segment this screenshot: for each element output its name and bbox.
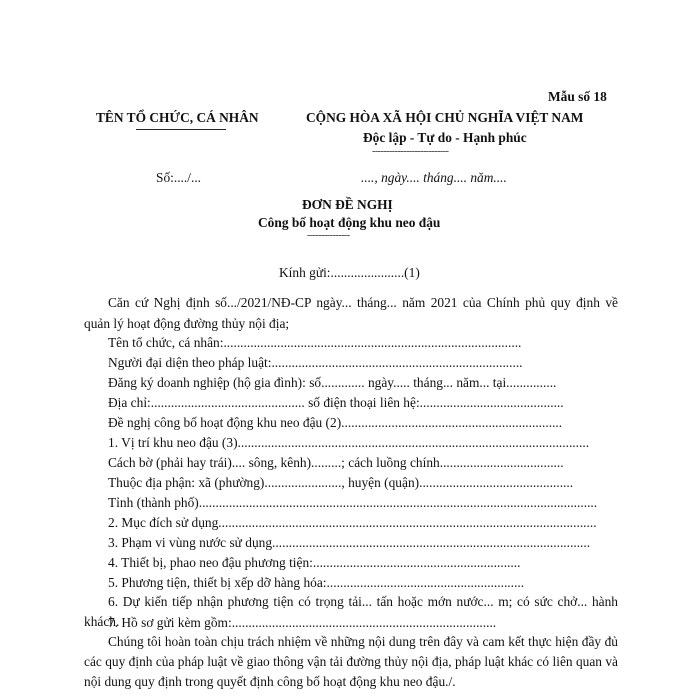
form-line-commune: Thuộc địa phận: xã (phường)......................., huyện (quận).............................................. <box>108 475 574 490</box>
form-line-province: Tỉnh (thành phố)....................................................................................................................... <box>108 495 598 510</box>
document-number: Số:..../... <box>156 170 202 185</box>
form-line-purpose: 2. Mục đích sử dụng................................................................................................................. <box>108 515 597 530</box>
motto-rule: --------------------------- <box>372 146 449 157</box>
form-line-registration: Đăng ký doanh nghiệp (hộ gia đình): số............. ngày..... tháng... năm... tại............... <box>108 375 557 390</box>
form-line-org-name: Tên tổ chức, cá nhân:......................................................................................... <box>108 335 522 350</box>
form-line-equipment: 4. Thiết bị, phao neo đậu phương tiện:.............................................................. <box>108 555 521 570</box>
form-line-address: Địa chỉ:.............................................. số điện thoại liên hệ:........................................... <box>108 395 564 410</box>
form-number: Mẫu số 18 <box>548 89 607 104</box>
form-line-attachments: 7. Hồ sơ gửi kèm gồm:............................................................................... <box>108 615 497 630</box>
commitment-text: Chúng tôi hoàn toàn chịu trách nhiệm về những nội dung trên đây và cam kết thực hiện đầy đủ các quy định của pháp luật về giao thông vận tải đường thủy nội địa, pháp luật khác có liên quan và nội dung quy định trong quyết định công bố hoạt động khu neo đậu./. <box>84 634 618 689</box>
document-subtitle: Công bố hoạt động khu neo đậu <box>258 215 441 230</box>
commitment-paragraph <box>84 632 618 692</box>
form-line-request: Đề nghị công bố hoạt động khu neo đậu (2).................................................................. <box>108 415 563 430</box>
recipient-line: Kính gửi:......................(1) <box>279 265 420 280</box>
basis-paragraph <box>84 292 618 334</box>
form-line-distance: Cách bờ (phải hay trái).... sông, kênh).........; cách luồng chính..................................... <box>108 455 564 470</box>
form-line-water-area: 3. Phạm vi vùng nước sử dụng............................................................................................... <box>108 535 591 550</box>
basis-text: Căn cứ Nghị định số.../2021/NĐ-CP ngày... tháng... năm 2021 của Chính phủ quy định về quản lý hoạt động đường thủy nội địa; <box>84 295 618 331</box>
form-line-representative: Người đại diện theo pháp luật:........................................................................... <box>108 355 523 370</box>
motto: Độc lập - Tự do - Hạnh phúc <box>363 130 527 145</box>
org-name: TÊN TỔ CHỨC, CÁ NHÂN <box>96 110 259 125</box>
item6-text: 6. Dự kiến tiếp nhận phương tiện có trọng tải... tấn hoặc mớn nước... m; có sức chở... hành khách. <box>84 594 618 629</box>
subtitle-rule: --------------- <box>307 230 350 241</box>
country-name: CỘNG HÒA XÃ HỘI CHỦ NGHĨA VIỆT NAM <box>306 110 584 125</box>
form-line-location: 1. Vị trí khu neo đậu (3)......................................................................................................... <box>108 435 590 450</box>
document-title: ĐƠN ĐỀ NGHỊ <box>302 197 393 212</box>
form-line-loading: 5. Phương tiện, thiết bị xếp dỡ hàng hóa:........................................................... <box>108 575 525 590</box>
org-name-underline <box>136 129 226 130</box>
date-line: ...., ngày.... tháng.... năm.... <box>361 170 507 185</box>
